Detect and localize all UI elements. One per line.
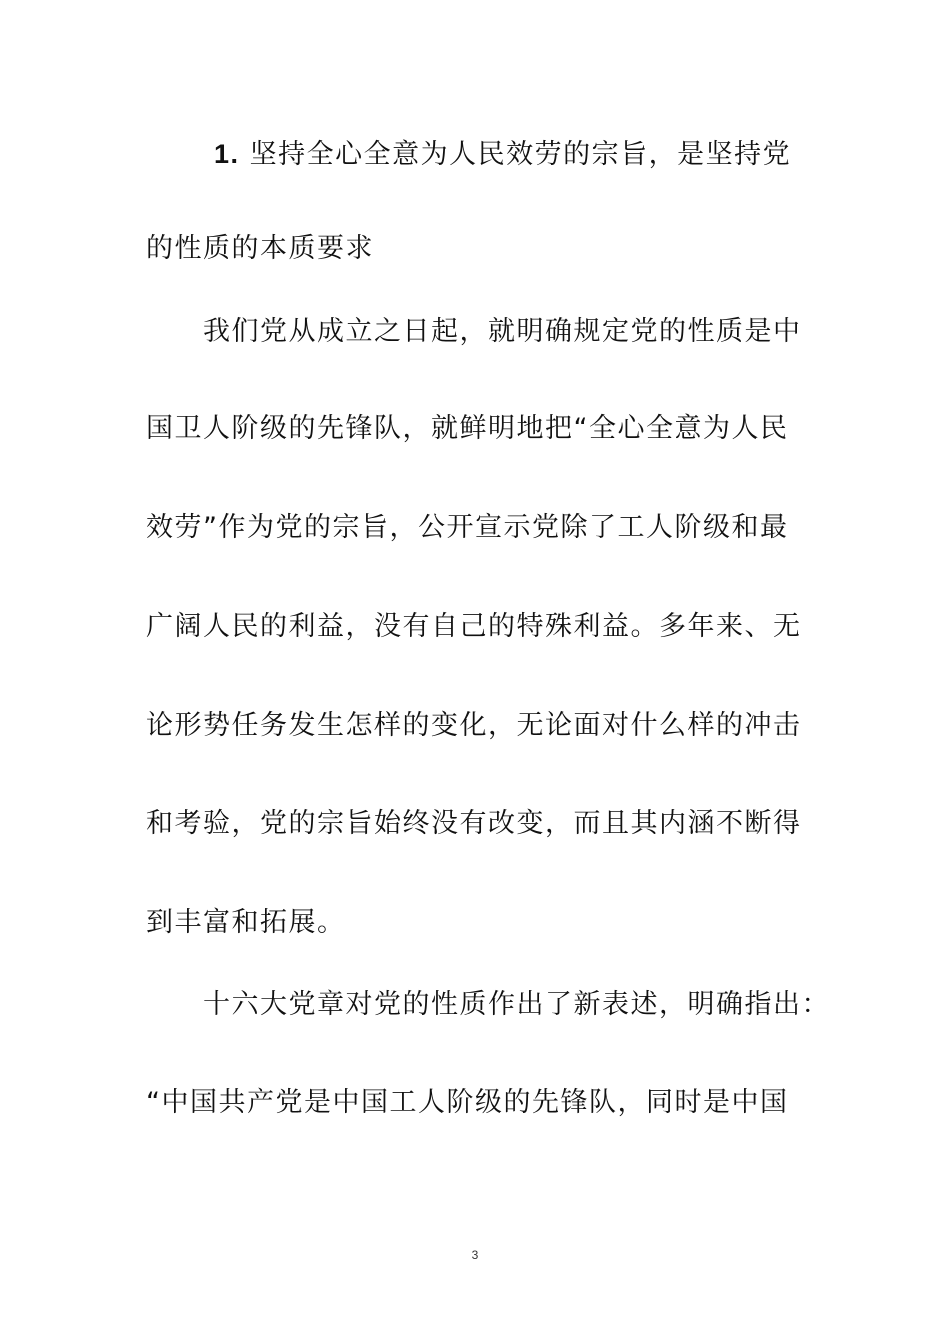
heading-text-1: 坚持全心全意为人民效劳的宗旨，是坚持党	[249, 139, 792, 170]
heading-line-2: 的性质的本质要求	[146, 233, 374, 264]
paragraph-2-line-2: “中国共产党是中国工人阶级的先锋队，同时是中国	[146, 1087, 789, 1118]
paragraph-1-line-3: 效劳”作为党的宗旨，公开宣示党除了工人阶级和最	[146, 512, 789, 543]
paragraph-1-line-7: 到丰富和拓展。	[146, 907, 346, 938]
heading-line-1	[214, 137, 814, 172]
paragraph-2-line-1: 十六大党章对党的性质作出了新表述，明确指出：	[203, 989, 830, 1020]
heading-number: 1.	[214, 139, 240, 169]
paragraph-1-line-6: 和考验，党的宗旨始终没有改变，而且其内涵不断得	[146, 808, 802, 839]
paragraph-1-line-1: 我们党从成立之日起，就明确规定党的性质是中	[203, 316, 802, 347]
page-number: 3	[471, 1248, 479, 1262]
paragraph-1-line-2: 国卫人阶级的先锋队，就鲜明地把“全心全意为人民	[146, 413, 789, 444]
paragraph-1-line-5: 论形势任务发生怎样的变化，无论面对什么样的冲击	[146, 710, 802, 741]
paragraph-1-line-4: 广阔人民的利益，没有自己的特殊利益。多年来、无	[146, 611, 802, 642]
